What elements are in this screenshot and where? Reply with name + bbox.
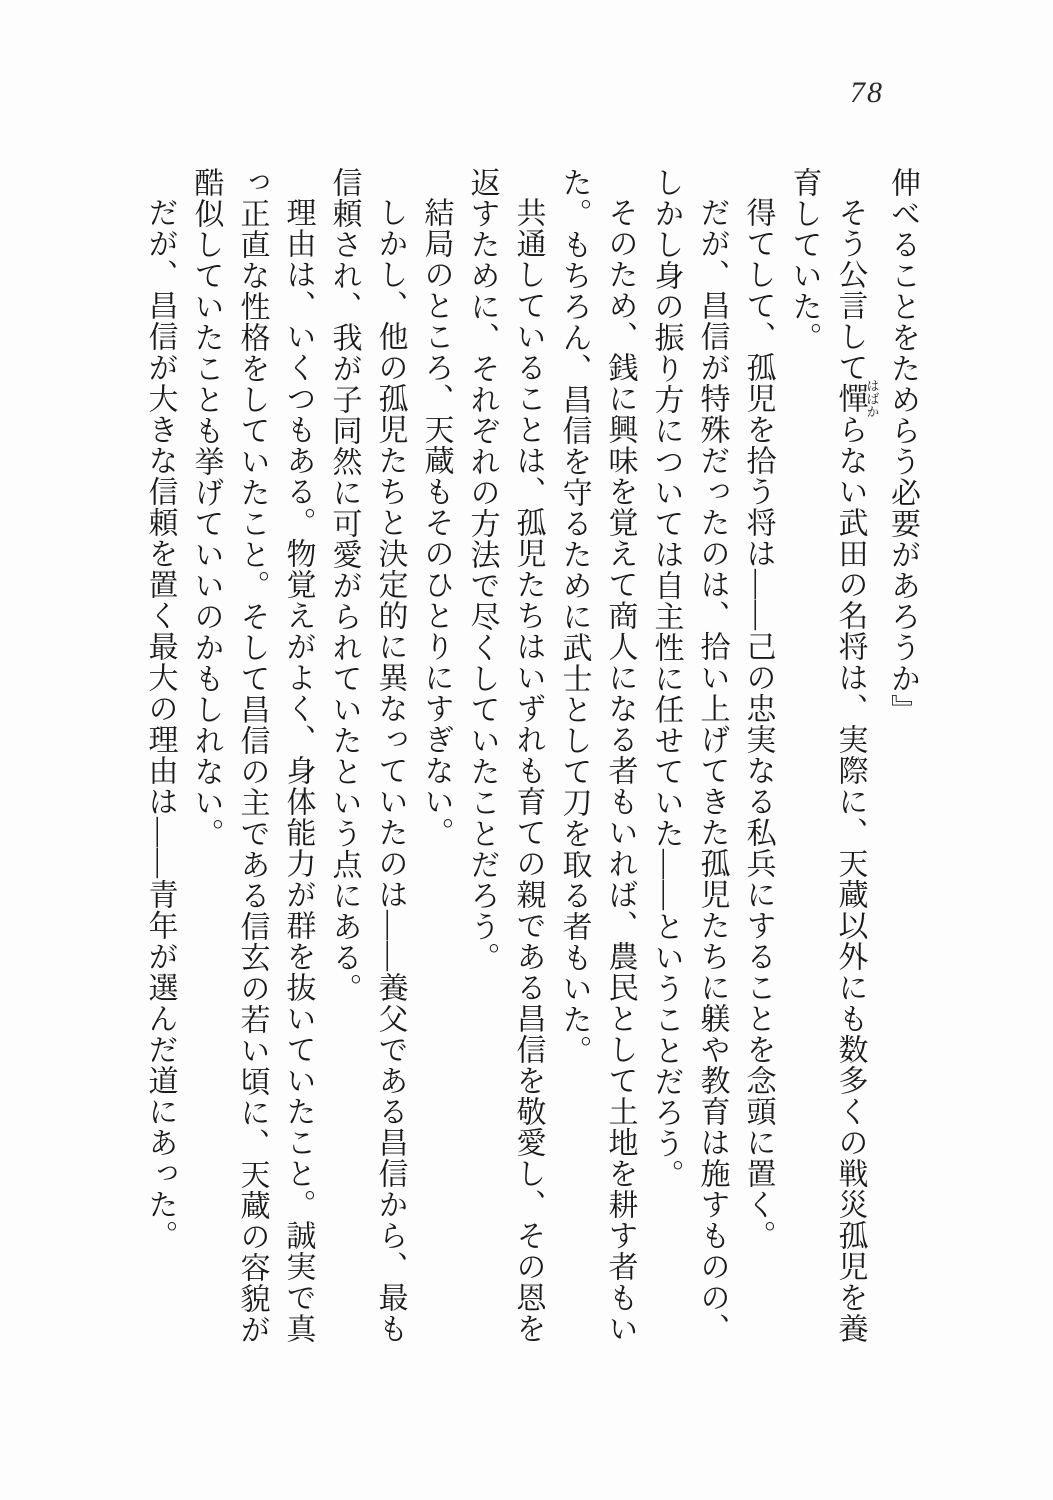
paragraph: 伸べることをためらう必要があろうか』 bbox=[886, 167, 919, 725]
paragraph: 理由は、いくつもある。物覚えがよく、身体能力が群を抜いていたこと。誠実で真っ正直な性格をしていたこと。そして昌信の主である信玄の若い頃に、天蔵の容貌が酷似していたことも挙げていいのかもしれない。 bbox=[189, 167, 315, 1345]
paragraph: そう公言して憚はばからない武田の名将は、実際に、天蔵以外にも数多くの戦災孤児を養育していた。 bbox=[787, 167, 880, 1344]
paragraph: しかし、他の孤児たちと決定的に異なっていたのは――養父である昌信から、最も信頼され、我が子同然に可愛がられていたという点にある。 bbox=[327, 167, 407, 1344]
paragraph: そのため、銭に興味を覚えて商人になる者もいれば、農民として土地を耕す者もいた。もちろん、昌信を守るために武士として刀を取る者もいた。 bbox=[557, 167, 637, 1344]
page-number: 78 bbox=[850, 76, 884, 109]
paragraph: 共通していることは、孤児たちはいずれも育ての親である昌信を敬愛し、その恩を返すために、それぞれの方法で尽くしていたことだろう。 bbox=[465, 167, 545, 1344]
page-text bbox=[135, 167, 925, 1357]
paragraph: だが、昌信が特殊だったのは、拾い上げてきた孤児たちに躾や教育は施すものの、しかし身の振り方については自主性に任せていた――ということだろう。 bbox=[649, 167, 729, 1344]
paragraph: 得てして、孤児を拾う将は――己の忠実なる私兵にすることを念頭に置く。 bbox=[741, 197, 775, 1251]
furigana-ruby: 憚はばか bbox=[833, 379, 880, 418]
paragraph: 結局のところ、天蔵もそのひとりにすぎない。 bbox=[419, 197, 453, 848]
paragraph: だが、昌信が大きな信頼を置く最大の理由は――青年が選んだ道にあった。 bbox=[143, 197, 177, 1251]
